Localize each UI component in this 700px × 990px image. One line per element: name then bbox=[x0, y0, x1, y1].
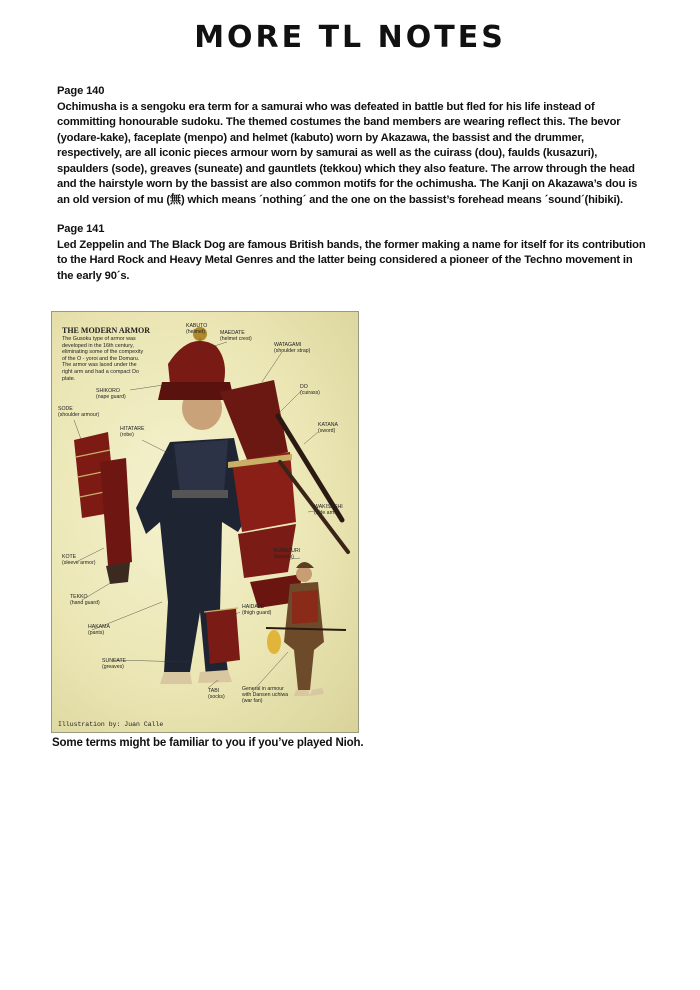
label-gloss: (nape guard) bbox=[96, 394, 126, 400]
label-gloss: (robe) bbox=[120, 432, 134, 438]
label-term: MAEDATE bbox=[220, 330, 245, 336]
label-watagami bbox=[274, 342, 310, 354]
label-gloss: (socks) bbox=[208, 694, 225, 700]
label-term: KATANA bbox=[318, 422, 338, 428]
label-gloss: (shoulder strap) bbox=[274, 348, 311, 354]
label-gloss: (shoulder armour) bbox=[58, 412, 100, 418]
label-gloss: (pants) bbox=[88, 630, 105, 636]
label-term: KOTE bbox=[62, 554, 77, 560]
label-gloss: with Dansen uchiwa (war fan) bbox=[242, 692, 289, 704]
label-kusazuri bbox=[274, 548, 300, 560]
label-term: KABUTO bbox=[186, 323, 208, 329]
label-gloss: (greaves) bbox=[102, 664, 124, 670]
label-term: HAKAMA bbox=[88, 624, 110, 630]
label-gloss: (thigh guard) bbox=[242, 610, 272, 616]
label-term: TEKKO bbox=[70, 594, 88, 600]
label-term: HAIDATE bbox=[242, 604, 265, 610]
haidate-suneate bbox=[204, 608, 240, 664]
note-page-140 bbox=[57, 84, 647, 208]
note-page-141 bbox=[57, 222, 647, 284]
page-title: MORE TL NOTES bbox=[194, 20, 506, 55]
label-suneate bbox=[102, 658, 126, 670]
label-gloss: (sleeve armor) bbox=[62, 560, 96, 566]
label-term: KUSAZURI bbox=[274, 548, 301, 554]
label-hitatare bbox=[120, 426, 145, 438]
label-shikoro bbox=[96, 388, 126, 400]
label-gloss: (helmet crest) bbox=[220, 336, 252, 342]
label-wakisashi bbox=[314, 504, 343, 516]
label-kote bbox=[62, 554, 95, 566]
caption: Some terms might be familiar to you if you’ve played Nioh. bbox=[52, 737, 364, 749]
label-term: SODE bbox=[58, 406, 73, 412]
label-term: HITATARE bbox=[120, 426, 145, 432]
illustration-credit: Illustration by: Juan Calle bbox=[58, 721, 164, 728]
note-body: Led Zeppelin and The Black Dog are famous British bands, the former making a name for itself for its contribution to the Hard Rock and Heavy Metal Genres and the latter being considered a pioneer of the Techno movement in the early 90´s. bbox=[57, 238, 646, 282]
label-gloss: (helmet) bbox=[186, 329, 206, 335]
label-tabi bbox=[208, 688, 225, 700]
note-heading: Page 140 bbox=[57, 85, 105, 97]
label-term: WATAGAMI bbox=[274, 342, 302, 348]
illustration-title: THE MODERN ARMOR bbox=[62, 326, 150, 335]
label-do bbox=[300, 384, 320, 396]
label-sode bbox=[58, 406, 99, 418]
label-hakama bbox=[88, 624, 110, 636]
label-term: SUNEATE bbox=[102, 658, 127, 664]
label-gloss: (sword) bbox=[318, 428, 336, 434]
label-maedate bbox=[220, 330, 252, 342]
label-gloss: (side arm) bbox=[314, 510, 338, 516]
label-katana bbox=[318, 422, 338, 434]
illustration-description: The Gusoku type of armor was developed in the 16th century, eliminating some of the compexity of the O - yoroi and the Domaru. The armor was laced under the right arm and had a compact Do plate. bbox=[62, 336, 144, 382]
label-general bbox=[242, 686, 296, 704]
label-tekko bbox=[70, 594, 100, 606]
label-gloss: (cuirass) bbox=[300, 390, 320, 396]
label-term: SHIKORO bbox=[96, 388, 120, 394]
label-term: General in armour bbox=[242, 686, 284, 692]
note-heading: Page 141 bbox=[57, 223, 105, 235]
samurai-armor-illustration bbox=[51, 311, 359, 733]
label-term: WAKISASHI bbox=[314, 504, 343, 510]
label-kabuto bbox=[186, 323, 207, 335]
note-body: Ochimusha is a sengoku era term for a samurai who was defeated in battle but fled for his life instead of committing honourable sudoku. The themed costumes the band members are wearing reflect this. The bevor (yodare-kake), faceplate (menpo) and helmet (kabuto) worn by Akazawa, the bassist and the drummer, respectively, are all iconic pieces armour worn by samurai as well as the cuirass (dou), faulds (kusazuri), spaulders (sode), greaves (suneate) and gauntlets (tekkou) which they also feature. The arrow through the head and the hairstyle worn by the bassist are also common motifs for the ochimusha. The Kanji on Akazawa’s dou is an old version of mu (無) which means ´nothing´ and the one on the bassist’s forehead means ´sound´(hibiki). bbox=[57, 100, 638, 206]
label-haidate bbox=[242, 604, 271, 616]
label-gloss: (hand guard) bbox=[70, 600, 100, 606]
tl-notes bbox=[57, 84, 647, 298]
kote-sleeve bbox=[100, 458, 132, 584]
label-term: DO bbox=[300, 384, 308, 390]
label-gloss: (tassets) bbox=[274, 554, 294, 560]
label-term: TABI bbox=[208, 688, 220, 694]
